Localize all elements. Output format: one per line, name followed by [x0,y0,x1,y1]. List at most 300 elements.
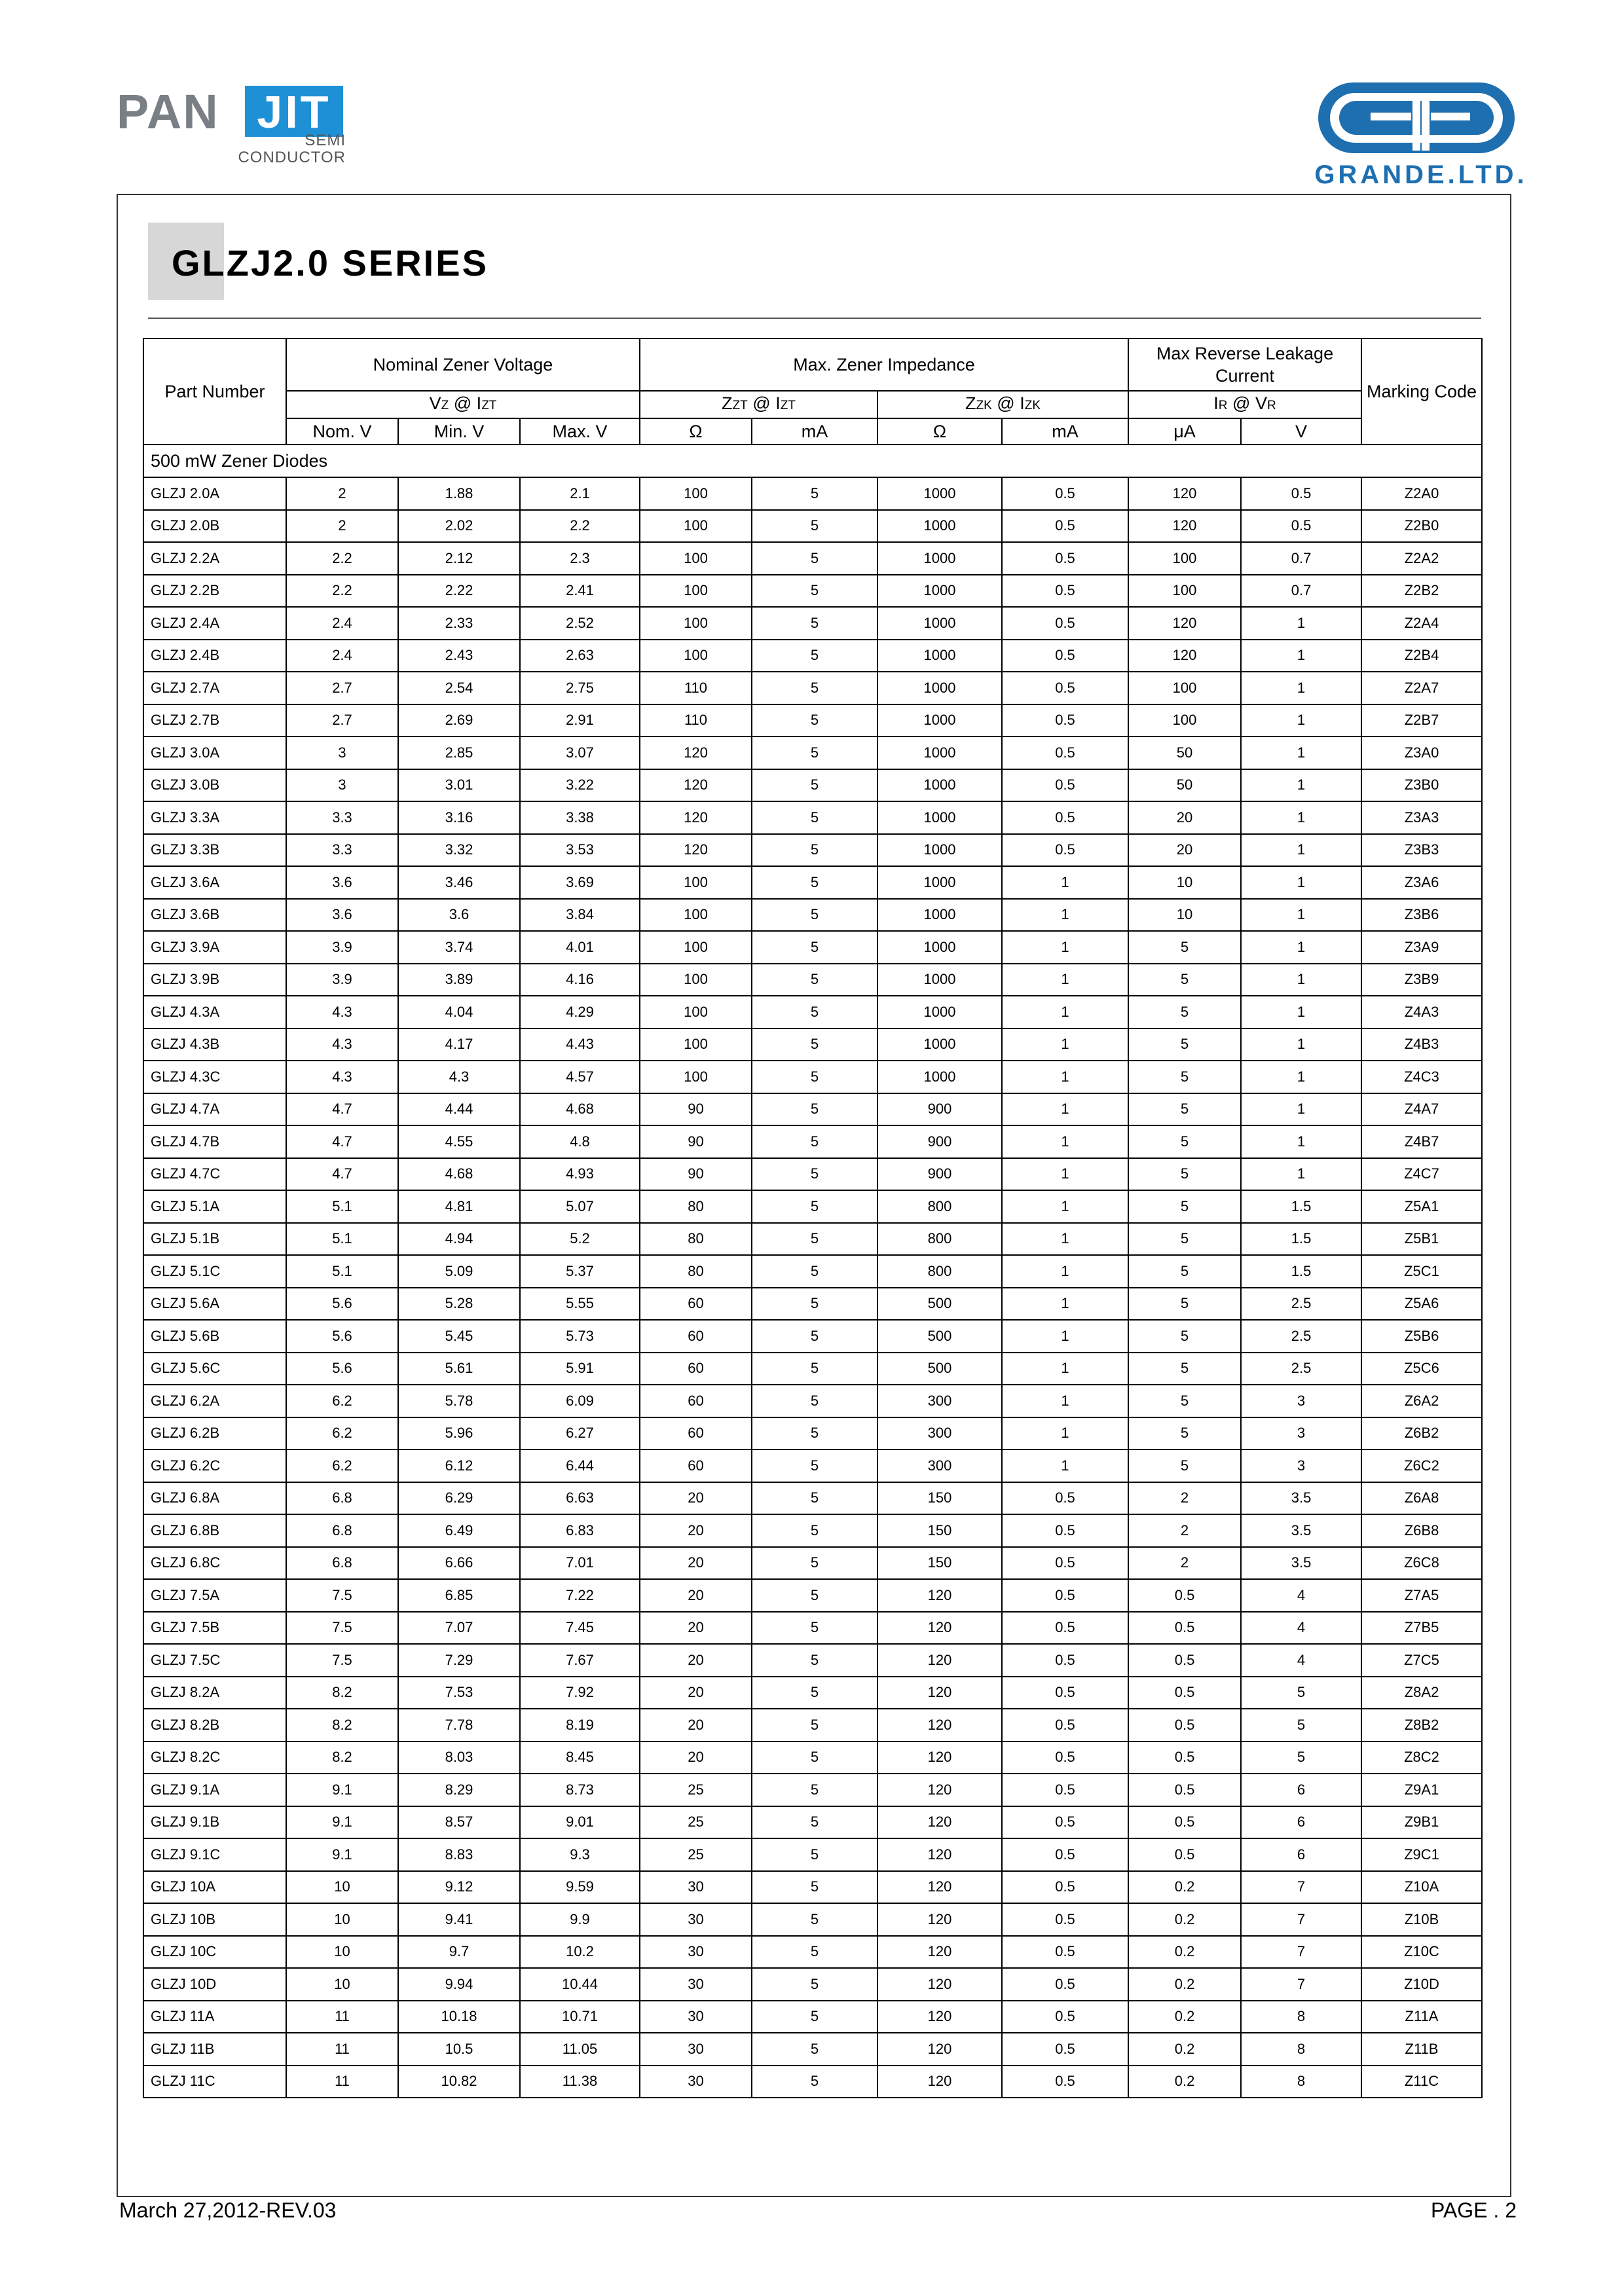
table-cell: 1 [1241,640,1361,672]
table-cell: 0.5 [1002,1806,1128,1839]
table-cell: 5 [1128,1158,1241,1191]
table-cell: 3.01 [398,769,520,802]
table-cell: 1 [1002,931,1128,964]
table-cell: 5 [752,1838,877,1871]
table-cell: 1 [1241,704,1361,737]
header-nominal-voltage: Nominal Zener Voltage [286,338,640,391]
table-cell: 2.5 [1241,1353,1361,1385]
table-cell: 5 [1128,931,1241,964]
table-cell: 2.63 [520,640,640,672]
table-cell: 0.7 [1241,575,1361,608]
table-cell: 5 [752,1449,877,1482]
table-cell: 5 [752,1093,877,1126]
part-number-cell: GLZJ 2.7B [143,704,286,737]
table-cell: 4.29 [520,996,640,1029]
table-cell: 2.22 [398,575,520,608]
table-cell: 0.5 [1002,2033,1128,2066]
table-cell: Z6C8 [1361,1547,1482,1580]
table-cell: 11 [286,2033,398,2066]
units-row [143,418,1482,445]
table-cell: 5 [1128,1320,1241,1353]
table-cell: Z2B4 [1361,640,1482,672]
table-cell: 5 [752,672,877,704]
table-cell: Z10C [1361,1936,1482,1969]
table-cell: 5.61 [398,1353,520,1385]
table-cell: 1000 [877,964,1002,996]
table-cell: 6.29 [398,1482,520,1515]
table-row [143,1449,1482,1482]
table-cell: 4.16 [520,964,640,996]
table-cell: 2 [1128,1482,1241,1515]
table-cell: 6.2 [286,1385,398,1417]
table-cell: 6.63 [520,1482,640,1515]
table-cell: Z3B3 [1361,834,1482,867]
table-cell: 6.2 [286,1449,398,1482]
table-cell: 6.83 [520,1514,640,1547]
table-cell: 1 [1002,1190,1128,1223]
table-row [143,1190,1482,1223]
table-cell: 5 [752,866,877,899]
table-cell: 6.27 [520,1417,640,1450]
table-cell: 120 [877,1838,1002,1871]
table-cell: 120 [877,1968,1002,2001]
table-cell: 4.55 [398,1125,520,1158]
table-cell: 5 [752,1061,877,1093]
table-cell: 7.5 [286,1644,398,1677]
table-cell: Z11B [1361,2033,1482,2066]
table-cell: 120 [640,801,752,834]
table-row [143,964,1482,996]
table-cell: 1000 [877,769,1002,802]
table-cell: Z2B7 [1361,704,1482,737]
table-row [143,1774,1482,1806]
table-cell: 0.2 [1128,2001,1241,2033]
part-number-cell: GLZJ 4.3B [143,1029,286,1061]
table-row [143,575,1482,608]
table-cell: 10 [286,1936,398,1969]
table-cell: 800 [877,1190,1002,1223]
part-number-cell: GLZJ 2.4A [143,607,286,640]
table-cell: 120 [877,1903,1002,1936]
table-row [143,1871,1482,1904]
table-cell: 5.78 [398,1385,520,1417]
unit-header: Ω [877,418,1002,445]
table-row [143,996,1482,1029]
table-cell: 7.78 [398,1709,520,1741]
table-cell: 90 [640,1158,752,1191]
table-cell: Z5B6 [1361,1320,1482,1353]
table-cell: 1 [1002,1320,1128,1353]
part-number-cell: GLZJ 5.6B [143,1320,286,1353]
table-cell: 11.38 [520,2066,640,2098]
table-cell: 5 [752,1482,877,1515]
table-cell: 3.07 [520,737,640,769]
table-cell: 5 [752,931,877,964]
table-cell: 2.3 [520,542,640,575]
table-cell: 5.6 [286,1288,398,1321]
table-cell: 8.19 [520,1709,640,1741]
table-row [143,899,1482,932]
table-cell: 10 [1128,866,1241,899]
table-cell: 500 [877,1353,1002,1385]
table-cell: 20 [640,1579,752,1612]
table-row [143,1741,1482,1774]
table-cell: Z10A [1361,1871,1482,1904]
table-cell: 11 [286,2066,398,2098]
table-cell: 100 [640,1061,752,1093]
table-cell: 25 [640,1806,752,1839]
table-cell: 0.7 [1241,542,1361,575]
table-cell: 5 [752,1806,877,1839]
table-cell: Z4B3 [1361,1029,1482,1061]
table-cell: Z8B2 [1361,1709,1482,1741]
table-cell: 1 [1002,866,1128,899]
table-cell: Z3A9 [1361,931,1482,964]
table-cell: 20 [640,1644,752,1677]
table-cell: 8.57 [398,1806,520,1839]
table-cell: 0.5 [1002,1579,1128,1612]
table-cell: Z3B9 [1361,964,1482,996]
table-cell: 9.1 [286,1774,398,1806]
part-number-cell: GLZJ 2.2B [143,575,286,608]
table-cell: 5.37 [520,1255,640,1288]
table-cell: 5 [752,996,877,1029]
table-cell: 60 [640,1353,752,1385]
table-cell: 3.6 [286,866,398,899]
table-cell: 2.4 [286,640,398,672]
table-row [143,1288,1482,1321]
table-cell: 120 [640,769,752,802]
part-number-cell: GLZJ 6.2A [143,1385,286,1417]
part-number-cell: GLZJ 9.1B [143,1806,286,1839]
table-cell: 8.2 [286,1709,398,1741]
table-cell: 5 [752,1547,877,1580]
table-cell: 1 [1002,1255,1128,1288]
table-cell: 5 [1128,1093,1241,1126]
table-cell: 8 [1241,2066,1361,2098]
header-ir-at-vr: IR @ VR [1128,391,1361,418]
table-cell: 20 [640,1482,752,1515]
table-cell: 7 [1241,1903,1361,1936]
table-row [143,801,1482,834]
table-cell: 2.2 [286,575,398,608]
table-cell: 100 [1128,542,1241,575]
table-cell: 1 [1241,801,1361,834]
table-cell: 120 [877,1741,1002,1774]
table-cell: 150 [877,1482,1002,1515]
table-cell: 25 [640,1838,752,1871]
table-cell: 1000 [877,866,1002,899]
table-row [143,834,1482,867]
part-number-cell: GLZJ 10B [143,1903,286,1936]
table-cell: 2.7 [286,704,398,737]
table-cell: 120 [877,1936,1002,1969]
table-cell: 2.02 [398,510,520,543]
table-cell: 5 [752,1158,877,1191]
part-number-cell: GLZJ 4.7A [143,1093,286,1126]
table-row [143,2066,1482,2098]
table-cell: 6.44 [520,1449,640,1482]
table-cell: 1000 [877,1029,1002,1061]
table-cell: 5 [752,834,877,867]
table-row [143,704,1482,737]
table-cell: 1 [1241,964,1361,996]
table-cell: 1 [1002,964,1128,996]
table-cell: 20 [640,1741,752,1774]
table-cell: Z4A7 [1361,1093,1482,1126]
table-cell: 5 [752,607,877,640]
part-number-cell: GLZJ 2.7A [143,672,286,704]
table-cell: 2.69 [398,704,520,737]
grande-logo [1313,79,1529,190]
part-number-cell: GLZJ 3.0B [143,769,286,802]
table-cell: 1 [1241,607,1361,640]
table-cell: 100 [640,477,752,510]
table-cell: 100 [640,931,752,964]
table-cell: 100 [1128,672,1241,704]
table-cell: 100 [640,996,752,1029]
table-cell: 9.3 [520,1838,640,1871]
table-cell: 25 [640,1774,752,1806]
table-cell: 0.5 [1128,1579,1241,1612]
part-number-cell: GLZJ 2.0A [143,477,286,510]
table-cell: 3.3 [286,834,398,867]
header-zzk-at-izk: ZZK @ IZK [877,391,1128,418]
table-cell: 0.5 [1002,769,1128,802]
table-cell: 0.5 [1241,477,1361,510]
table-row [143,672,1482,704]
table-cell: 10.71 [520,2001,640,2033]
table-cell: 1 [1002,1061,1128,1093]
panjit-logo-semi: SEMI [304,132,346,149]
table-cell: 3.9 [286,931,398,964]
table-cell: 80 [640,1255,752,1288]
table-cell: 100 [640,510,752,543]
table-row [143,607,1482,640]
table-cell: 4 [1241,1644,1361,1677]
table-cell: 1000 [877,834,1002,867]
table-cell: 5 [1241,1677,1361,1709]
table-cell: 120 [877,1774,1002,1806]
table-cell: 7.53 [398,1677,520,1709]
table-cell: 1000 [877,575,1002,608]
table-cell: 5 [752,1871,877,1904]
table-cell: 2.7 [286,672,398,704]
table-cell: 0.5 [1128,1709,1241,1741]
table-cell: 0.5 [1002,510,1128,543]
table-cell: 3 [1241,1417,1361,1450]
table-cell: 2.2 [286,542,398,575]
table-cell: 0.5 [1241,510,1361,543]
table-cell: 5.91 [520,1353,640,1385]
table-cell: 1000 [877,607,1002,640]
table-cell: 2.1 [520,477,640,510]
table-cell: 0.2 [1128,1968,1241,2001]
title-divider [148,318,1481,319]
table-cell: 30 [640,2066,752,2098]
grande-emblem-icon [1313,79,1529,157]
table-cell: 6 [1241,1838,1361,1871]
table-cell: 0.5 [1002,1774,1128,1806]
table-cell: 1 [1241,1061,1361,1093]
part-number-cell: GLZJ 5.6A [143,1288,286,1321]
part-number-cell: GLZJ 7.5A [143,1579,286,1612]
table-cell: 0.5 [1002,2001,1128,2033]
part-number-cell: GLZJ 10D [143,1968,286,2001]
table-cell: 120 [640,834,752,867]
part-number-cell: GLZJ 3.6A [143,866,286,899]
table-row [143,1255,1482,1288]
table-row [143,1385,1482,1417]
table-cell: 2.4 [286,607,398,640]
table-cell: 2.85 [398,737,520,769]
table-cell: 5 [752,1968,877,2001]
table-cell: 1 [1241,834,1361,867]
table-cell: 5 [1128,1353,1241,1385]
header-part-number: Part Number [143,338,286,445]
table-cell: 4.68 [520,1093,640,1126]
table-cell: 110 [640,704,752,737]
table-cell: 8.2 [286,1741,398,1774]
table-cell: 5.28 [398,1288,520,1321]
table-cell: 0.5 [1002,1644,1128,1677]
part-number-cell: GLZJ 11C [143,2066,286,2098]
unit-header: mA [752,418,877,445]
table-cell: 2 [1128,1547,1241,1580]
table-cell: 1 [1241,769,1361,802]
table-cell: 50 [1128,769,1241,802]
table-cell: 30 [640,1871,752,1904]
table-cell: 8.29 [398,1774,520,1806]
table-cell: 7.45 [520,1612,640,1645]
table-cell: 9.12 [398,1871,520,1904]
table-cell: 0.5 [1128,1741,1241,1774]
table-cell: 4.8 [520,1125,640,1158]
table-cell: 2 [286,510,398,543]
table-cell: 5 [752,2066,877,2098]
table-cell: 4.17 [398,1029,520,1061]
table-cell: 120 [877,1612,1002,1645]
table-cell: 500 [877,1288,1002,1321]
unit-header: mA [1002,418,1128,445]
table-row [143,1417,1482,1450]
table-cell: 6 [1241,1774,1361,1806]
table-cell: 3.46 [398,866,520,899]
table-cell: 0.5 [1128,1677,1241,1709]
table-cell: 8.83 [398,1838,520,1871]
table-cell: 4.3 [286,996,398,1029]
section-label: 500 mW Zener Diodes [143,445,1482,477]
table-cell: 100 [640,964,752,996]
table-cell: 3.69 [520,866,640,899]
table-cell: 5 [1128,964,1241,996]
table-cell: 1000 [877,477,1002,510]
table-cell: 1 [1241,1093,1361,1126]
section-row [143,445,1482,477]
table-cell: 7.92 [520,1677,640,1709]
table-row [143,1061,1482,1093]
part-number-cell: GLZJ 6.2B [143,1417,286,1450]
table-cell: 2.54 [398,672,520,704]
table-cell: 7 [1241,1871,1361,1904]
table-cell: 5.2 [520,1223,640,1256]
table-cell: 1.5 [1241,1223,1361,1256]
table-cell: 4.81 [398,1190,520,1223]
part-number-cell: GLZJ 5.1A [143,1190,286,1223]
table-cell: 5 [1128,1125,1241,1158]
table-cell: 5 [752,769,877,802]
table-row [143,1968,1482,2001]
table-cell: 1 [1002,899,1128,932]
table-cell: 100 [640,575,752,608]
table-cell: Z11A [1361,2001,1482,2033]
table-cell: 5 [752,640,877,672]
table-row [143,542,1482,575]
table-cell: Z4C7 [1361,1158,1482,1191]
table-cell: 6.8 [286,1547,398,1580]
table-row [143,1677,1482,1709]
part-number-cell: GLZJ 4.7C [143,1158,286,1191]
part-number-cell: GLZJ 11B [143,2033,286,2066]
table-cell: 60 [640,1417,752,1450]
table-row [143,1838,1482,1871]
table-cell: 5 [1128,1449,1241,1482]
part-number-cell: GLZJ 4.7B [143,1125,286,1158]
table-cell: 5 [752,1774,877,1806]
table-cell: 6.85 [398,1579,520,1612]
table-row [143,640,1482,672]
table-cell: 120 [877,1677,1002,1709]
table-cell: 1 [1241,737,1361,769]
table-cell: 100 [640,1029,752,1061]
table-cell: 10.5 [398,2033,520,2066]
table-cell: Z4B7 [1361,1125,1482,1158]
table-cell: Z8C2 [1361,1741,1482,1774]
table-cell: 120 [877,1871,1002,1904]
table-cell: 3.16 [398,801,520,834]
part-number-cell: GLZJ 10C [143,1936,286,1969]
table-cell: 5 [752,1514,877,1547]
table-cell: 5 [1128,1385,1241,1417]
part-number-cell: GLZJ 3.3B [143,834,286,867]
table-cell: 5 [752,737,877,769]
table-cell: 0.5 [1002,737,1128,769]
table-cell: 1.5 [1241,1190,1361,1223]
table-cell: 0.5 [1128,1644,1241,1677]
table-cell: 1 [1241,1125,1361,1158]
table-cell: 0.5 [1002,575,1128,608]
table-row [143,769,1482,802]
table-row [143,866,1482,899]
table-cell: 5.1 [286,1255,398,1288]
table-cell: 8.03 [398,1741,520,1774]
table-cell: 3.32 [398,834,520,867]
table-cell: 4.3 [398,1061,520,1093]
footer-date-revision: March 27,2012-REV.03 [119,2198,337,2222]
table-cell: 150 [877,1547,1002,1580]
table-cell: 110 [640,672,752,704]
table-cell: 2.52 [520,607,640,640]
part-number-cell: GLZJ 5.1B [143,1223,286,1256]
table-cell: 3.5 [1241,1482,1361,1515]
table-row [143,1547,1482,1580]
table-cell: 0.2 [1128,2066,1241,2098]
table-cell: 3.53 [520,834,640,867]
table-cell: 5 [752,1255,877,1288]
table-cell: 60 [640,1320,752,1353]
table-cell: 1 [1002,1158,1128,1191]
table-cell: 5 [752,1385,877,1417]
